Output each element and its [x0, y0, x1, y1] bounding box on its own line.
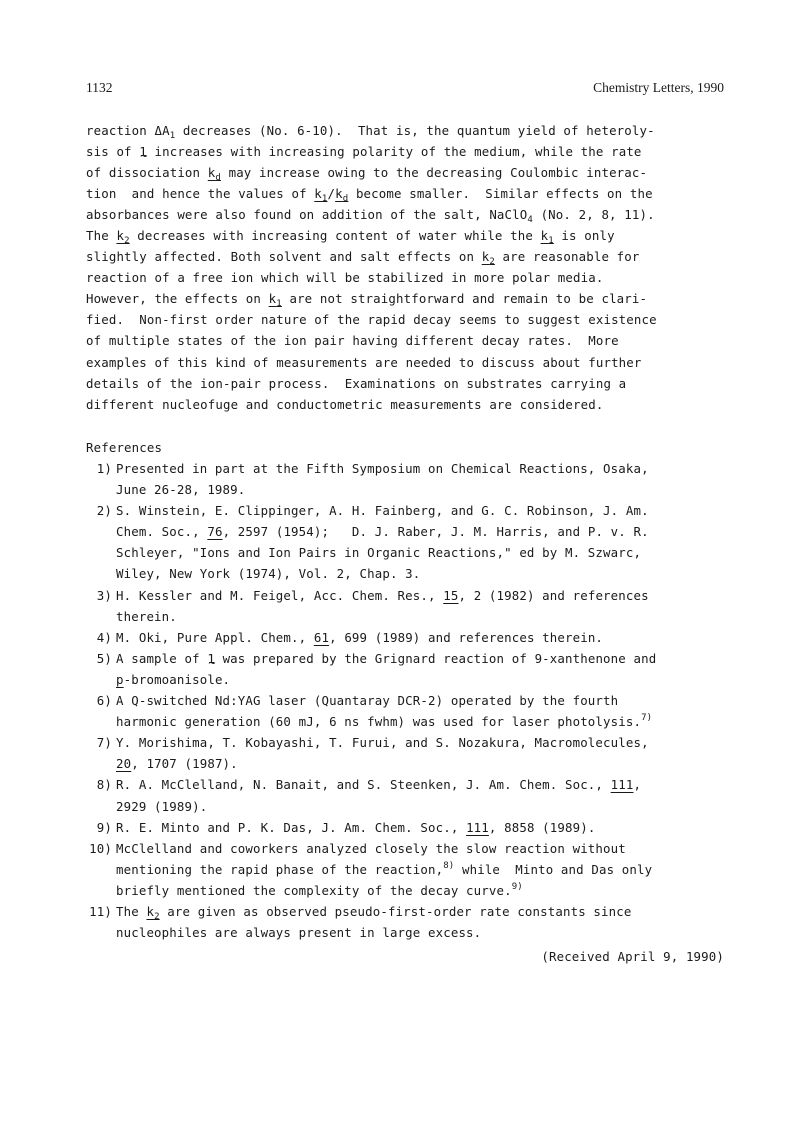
- text-line: The $k_2$ decreases with increasing content of water while the $k_1$ is only: [86, 228, 615, 247]
- reference-item: 6) A Q-switched Nd:YAG laser (Quantaray DCR-2) operated by the fourth: [86, 690, 736, 711]
- text-line: reaction $\Delta A_1$ decreases (No. 6-10). That is, the quantum yield of heteroly-: [86, 123, 655, 141]
- rate-constant: $k_2$: [146, 903, 160, 922]
- reference-item: 3) H. Kessler and M. Feigel, Acc. Chem. Res., 15, 2 (1982) and references: [86, 585, 736, 606]
- reference-item: 1) Presented in part at the Fifth Symposium on Chemical Reactions, Osaka,: [86, 458, 736, 479]
- reference-continuation: 20, 1707 (1987).: [116, 756, 238, 772]
- journal-citation: Chemistry Letters, 1990: [593, 80, 724, 95]
- reference-number: 5): [96, 650, 112, 666]
- references-list: [86, 458, 736, 943]
- rate-constant: $k_2$: [116, 228, 130, 247]
- text-line: sis of 1 ~ increases with increasing polarity of the medium, while the rate: [86, 141, 736, 162]
- reference-item: 2) S. Winstein, E. Clippinger, A. H. Fainberg, and G. C. Robinson, J. Am.: [86, 500, 736, 521]
- reference-item: 4) M. Oki, Pure Appl. Chem., 61, 699 (1989) and references therein.: [86, 627, 736, 648]
- text-line: However, the effects on $k_1$ are not straightforward and remain to be clari-: [86, 291, 648, 310]
- reference-continuation: June 26-28, 1989.: [116, 482, 246, 498]
- reference-number: 2): [96, 503, 112, 519]
- reference-continuation: harmonic generation (60 mJ, 6 ns fwhm) was used for laser photolysis.$^{7)}$: [116, 713, 653, 730]
- rate-constant: $k_d$: [207, 165, 221, 184]
- compound-number: 1 ~: [207, 648, 215, 669]
- rate-constant: $k_1$: [540, 228, 554, 247]
- reference-item: 10) McClelland and coworkers analyzed closely the slow reaction without: [86, 838, 736, 859]
- reference-number: 8): [96, 777, 112, 793]
- text-line: slightly affected. Both solvent and salt effects on $k_2$ are reasonable for: [86, 249, 640, 268]
- footnote-marker: 7): [641, 713, 653, 724]
- volume-number: 20: [116, 756, 132, 772]
- reference-item: 8) R. A. McClelland, N. Banait, and S. Steenken, J. Am. Chem. Soc., 111,: [86, 774, 736, 795]
- reference-continuation: briefly mentioned the complexity of the decay curve.$^{9)}$: [116, 881, 523, 898]
- reference-continuation: 2929 (1989).: [116, 798, 208, 814]
- reference-number: 11): [89, 903, 112, 919]
- reference-continuation: Chem. Soc., 76, 2597 (1954); D. J. Raber, J. M. Harris, and P. v. R.: [116, 524, 649, 540]
- reference-item: 9) R. E. Minto and P. K. Das, J. Am. Chem. Soc., 111, 8858 (1989).: [86, 817, 736, 838]
- reference-continuation: therein.: [116, 608, 177, 624]
- rate-constant: $k_1$: [314, 186, 328, 205]
- references-heading: References: [86, 440, 163, 455]
- reference-number: 1): [96, 461, 112, 476]
- compound-number: 1 ~: [139, 141, 147, 162]
- reference-number: 7): [96, 735, 112, 751]
- rate-constant: $k_2$: [481, 249, 495, 268]
- volume-number: 111: [466, 819, 489, 835]
- rate-constant: $k_d$: [335, 186, 349, 205]
- volume-number: 15: [443, 587, 459, 603]
- para-prefix: p: [116, 671, 124, 687]
- text-line: tion and hence the values of $k_1/k_d$ become smaller. Similar effects on the: [86, 186, 653, 205]
- reference-continuation: nucleophiles are always present in large excess.: [116, 925, 482, 941]
- volume-number: 76: [207, 524, 223, 540]
- reference-number: 9): [96, 819, 112, 835]
- reference-item: 7) Y. Morishima, T. Kobayashi, T. Furui, and S. Nozakura, Macromolecules,: [86, 732, 736, 753]
- reference-number: 10): [89, 840, 112, 856]
- footnote-marker: 9): [511, 881, 523, 892]
- reference-item: 11) The $k_2$ are given as observed pseudo-first-order rate constants since: [86, 901, 736, 922]
- text-line: details of the ion-pair process. Examinations on substrates carrying a: [86, 375, 627, 391]
- reference-number: 4): [96, 629, 112, 645]
- body-paragraph: [86, 120, 736, 415]
- text-line: of multiple states of the ion pair having different decay rates. More: [86, 333, 619, 349]
- reference-number: 3): [96, 587, 112, 603]
- volume-number: 111: [610, 777, 634, 793]
- text-line: reaction of a free ion which will be stabilized in more polar media.: [86, 270, 604, 286]
- page-number: 1132: [86, 80, 113, 95]
- volume-number: 61: [313, 629, 330, 645]
- reference-continuation: p-bromoanisole.: [116, 671, 231, 687]
- reference-item: 5) A sample of 1 ~ was prepared by the Grignard reaction of 9-xanthenone and: [86, 648, 736, 669]
- reference-continuation: Wiley, New York (1974), Vol. 2, Chap. 3.: [116, 566, 421, 582]
- text-line: absorbances were also found on addition of the salt, NaClO$_4$ (No. 2, 8, 11).: [86, 207, 655, 226]
- received-date: (Received April 9, 1990): [541, 949, 724, 964]
- delta-a-symbol: ΔA: [154, 123, 170, 138]
- text-line: fied. Non-first order nature of the rapid decay seems to suggest existence: [86, 312, 657, 328]
- text-line: different nucleofuge and conductometric measurements are considered.: [86, 396, 604, 412]
- text-line: examples of this kind of measurements are needed to discuss about further: [86, 354, 642, 370]
- reference-continuation: Schleyer, "Ions and Ion Pairs in Organic Reactions," ed by M. Szwarc,: [116, 545, 642, 561]
- text-line: of dissociation $k_d$ may increase owing to the decreasing Coulombic interac-: [86, 165, 648, 184]
- rate-constant: $k_1$: [268, 291, 282, 310]
- running-header: [86, 80, 724, 100]
- footnote-marker: 8): [443, 860, 455, 871]
- reference-continuation: mentioning the rapid phase of the reaction,$^{8)}$ while Minto and Das only: [116, 860, 653, 877]
- reference-number: 6): [96, 693, 112, 709]
